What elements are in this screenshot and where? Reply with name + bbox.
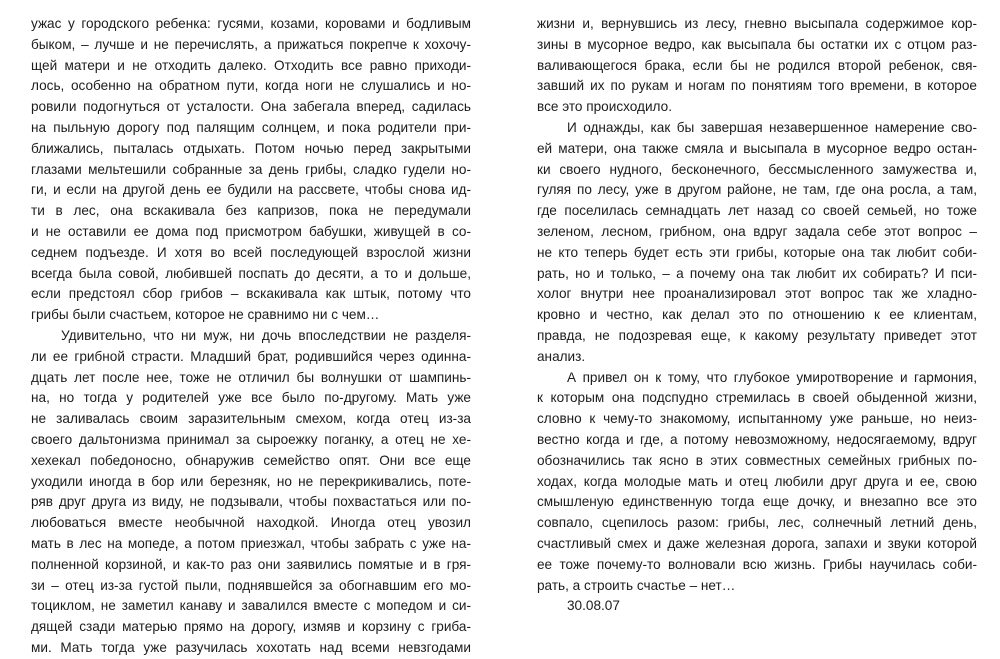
- text-line: ки своего нудного, бесконечного, бессмысленного замужества и,: [537, 161, 977, 177]
- left-page: [31, 14, 471, 659]
- paragraph: [31, 326, 471, 659]
- text-line: ряв друг друга из виду, не подзывали, чтобы похвастаться или по-: [31, 494, 471, 510]
- text-line: на пыльную дорогу под палящим солнцем, и пока родители при-: [31, 119, 471, 135]
- text-line: ти в лес, она вскакивала без капризов, пока не передумали: [31, 203, 471, 219]
- text-line: ее тоже почему-то волновали всю жизнь. Грибы научилась соби-: [537, 556, 977, 572]
- text-line: полненной корзиной, и как-то раз они заявились помятые и в гря-: [31, 556, 471, 572]
- text-line: завший их по рукам и ногам по понятиям того времени, в которое: [537, 78, 977, 94]
- text-line: хехекал победоносно, обнаружив семейство опят. Они все еще: [31, 452, 471, 468]
- text-line: совпало, сцепилось разом: грибы, лес, солнечный летний день,: [537, 515, 977, 531]
- text-line: любоваться вместе необычной находкой. Иногда отец увозил: [31, 515, 471, 531]
- text-line: дцать лет после нее, тоже не отличил бы волнушки от шампинь-: [31, 369, 471, 385]
- text-line: кровно и честно, как делал это по отношению к ее клиентам,: [537, 307, 977, 323]
- text-line: к которым она подспудно стремилась в своей обыденной жизни,: [537, 390, 977, 406]
- text-line: и не оставили ее дома под присмотром бабушки, живущей в со-: [31, 223, 471, 239]
- text-line: смышленую единственную тогда еще дочку, и внезапно все это: [537, 494, 977, 510]
- date-stamp: 30.08.07: [567, 598, 620, 614]
- text-line: ги, и если на другой день ее будили на рассвете, чтобы снова ид-: [31, 182, 471, 198]
- text-line: Удивительно, что ни муж, ни дочь впоследствии не разделя-: [61, 327, 471, 343]
- text-line: тоциклом, не заметил канаву и завалился вместе с мопедом и си-: [31, 598, 471, 614]
- text-line: щей матери и не отходить далеко. Отходить все равно приходи-: [31, 57, 471, 73]
- text-line: не кто теперь будет есть эти грибы, которые она так любит соби-: [537, 244, 977, 260]
- text-line: счастливый смех и даже железная дорога, запахи и звуки которой: [537, 535, 977, 551]
- text-line: своего дальтонизма принимал за сыроежку поганку, а отец не хе-: [31, 431, 471, 447]
- paragraph: [537, 118, 977, 368]
- text-line: быком, – лучше и не перечислять, а прижаться покрепче к хохочу-: [31, 36, 471, 52]
- text-line: обозначились так ясно в этих совместных семейных грибных по-: [537, 452, 977, 468]
- text-line: на, но тогда у родителей уже все было по-другому. Мать уже: [31, 390, 471, 406]
- text-line: правда, не подозревая еще, к какому результату приведет этот: [537, 327, 977, 343]
- text-line: грибы были счастьем, которое не сравнимо ни с чем…: [31, 307, 380, 323]
- text-line: рать, но и только, – а почему она так любит их собирать? И пси-: [537, 265, 977, 281]
- text-line: ей матери, она также смяла и высыпала в мусорное ведро остан-: [537, 140, 977, 156]
- text-line: дящей сзади матерью прямо на дорогу, измяв и корзину с гриба-: [31, 619, 471, 635]
- text-line: валивающегося брака, если бы не родился второй ребенок, свя-: [537, 57, 977, 73]
- text-line: ближались, пыталась отдыхать. Потом ночью перед закрытыми: [31, 140, 471, 156]
- paragraph: [537, 368, 977, 597]
- text-line: вестно когда и где, а потому невозможному, недосягаемому, вдруг: [537, 431, 977, 447]
- text-line: ужас у городского ребенка: гусями, козами, коровами и бодливым: [31, 16, 471, 31]
- text-line: словно к чему-то знакомому, испытанному уже раньше, но неиз-: [537, 411, 977, 427]
- right-page: [537, 14, 977, 617]
- text-line: гуляя по лесу, уже в другом районе, не там, где она росла, а там,: [537, 182, 977, 198]
- text-line: лось, особенно на обратном пути, когда ноги не слушались и но-: [31, 78, 471, 94]
- text-line: где поселилась семнадцать лет назад со своей семьей, но тоже: [537, 203, 977, 219]
- text-line: глазами мельтешили собранные за день грибы, сладко гудели но-: [31, 161, 471, 177]
- text-line: зины в мусорное ведро, как высыпала бы остатки их с отцом раз-: [537, 36, 977, 52]
- text-line: холог внутри нее проанализировал этот вопрос так же хладно-: [537, 286, 977, 302]
- text-line: уходили иногда в бор или березняк, но не перекрикивались, поте-: [31, 473, 471, 489]
- text-line: не заливалась своим заразительным смехом, когда отец из-за: [31, 411, 471, 427]
- text-line: седнем подъезде. И хотя во всей последующей взрослой жизни: [31, 244, 471, 260]
- text-line: все это происходило.: [537, 99, 672, 115]
- text-line: если предстоял сбор грибов – вскакивала как штык, потому что: [31, 286, 471, 302]
- text-line: зеленом, лесном, грибном, она вдруг задала себе этот вопрос –: [537, 223, 977, 239]
- text-line: анализ.: [537, 348, 586, 364]
- text-line: зи – отец из-за густой пыли, поднявшейся за обогнавшим его мо-: [31, 577, 471, 593]
- text-line: ходах, когда молодые мать и отец любили друг друга и ее, свою: [537, 473, 977, 489]
- text-line: ми. Мать тогда уже разучилась хохотать над всеми невзгодами: [31, 639, 471, 655]
- paragraph: [31, 14, 471, 326]
- text-line: И однажды, как бы завершая незавершенное намерение сво-: [567, 119, 977, 135]
- paragraph: [537, 14, 977, 118]
- text-line: мать в лес на мопеде, а потом приезжал, чтобы забрать с уже на-: [31, 535, 471, 551]
- text-line: всегда была совой, любившей поспать до десяти, а то и дольше,: [31, 265, 471, 281]
- text-line: жизни и, вернувшись из лесу, гневно высыпала содержимое кор-: [537, 16, 977, 31]
- text-line: ли ее грибной страсти. Младший брат, родившийся через одинна-: [31, 348, 471, 364]
- text-line: ровили подогнуться от усталости. Она забегала вперед, садилась: [31, 99, 471, 115]
- text-line: А привел он к тому, что глубокое умиротворение и гармония,: [567, 369, 977, 385]
- text-line: рать, а строить счастье – нет…: [537, 577, 736, 593]
